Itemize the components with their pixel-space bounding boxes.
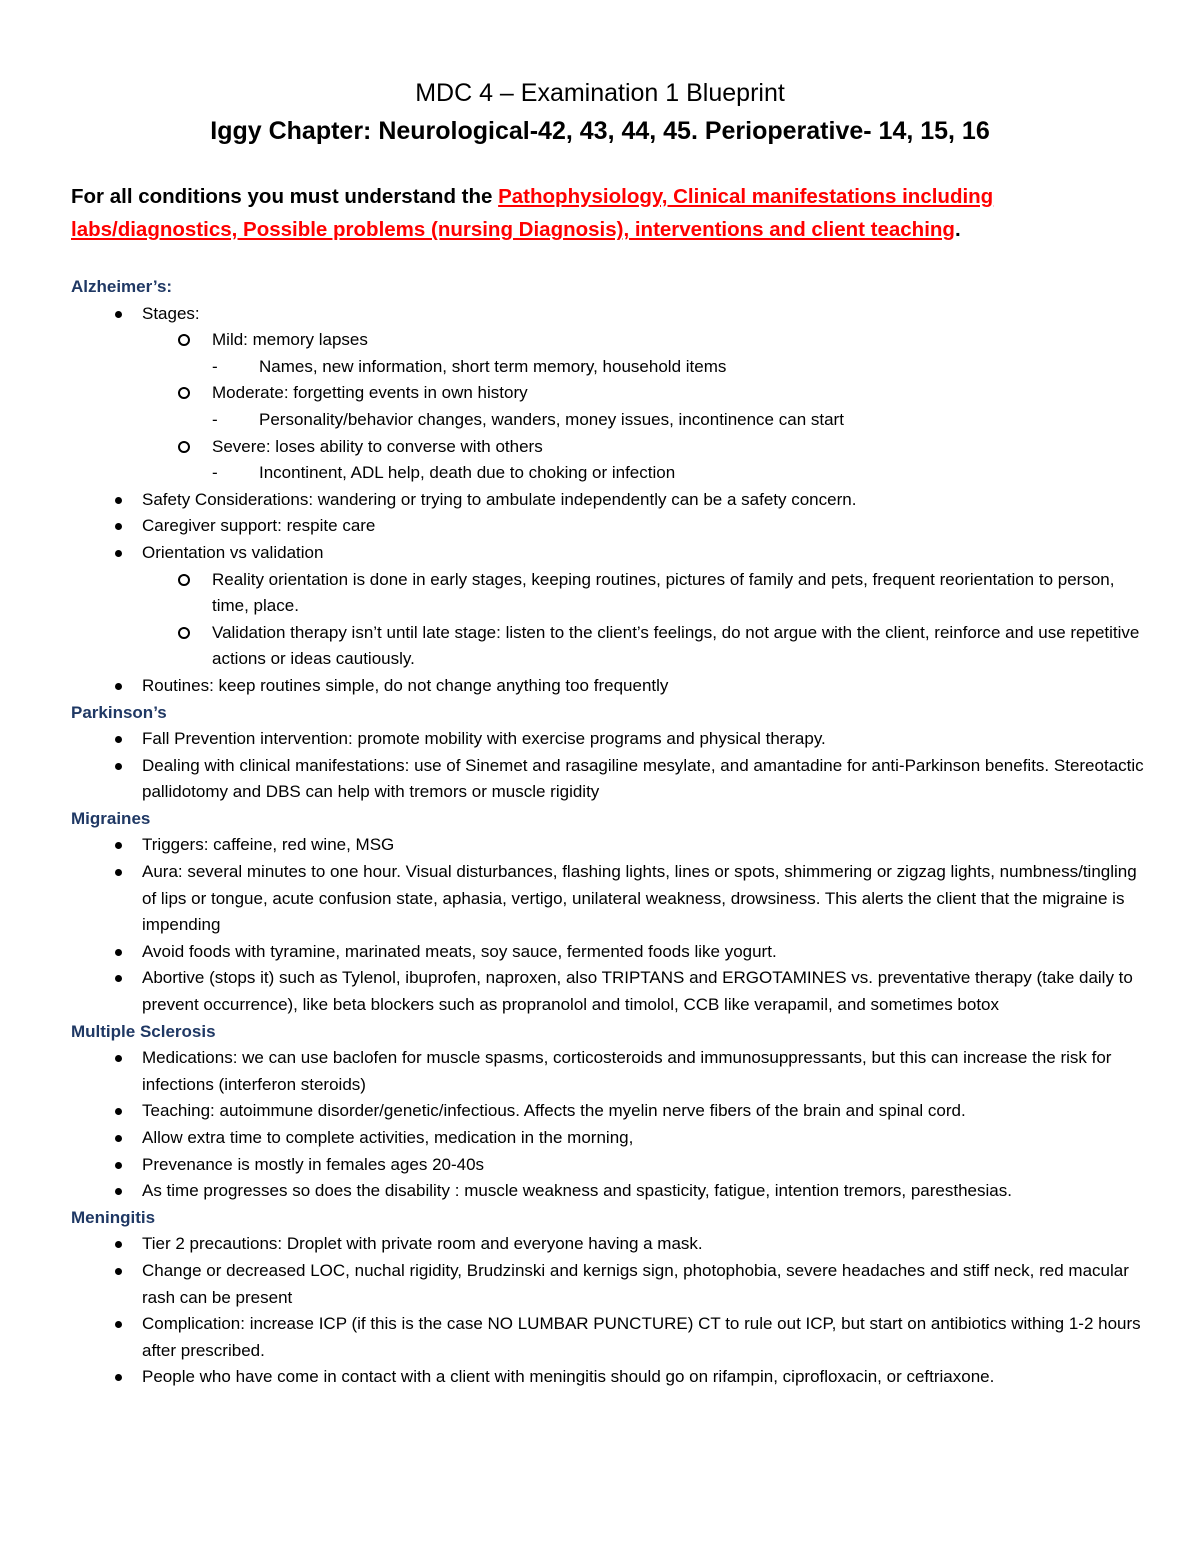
list-item: Medications: we can use baclofen for muscle spasms, corticosteroids and immunosuppressants, but this can increase the risk for infections (interferon steroids) [71,1045,1146,1098]
bullet-icon [115,1268,122,1275]
list-item: Tier 2 precautions: Droplet with private room and everyone having a mask. [71,1231,1146,1258]
bullet-icon [115,497,122,504]
list-item: Mild: memory lapses [71,327,1146,354]
bullet-icon [115,1188,122,1195]
list-item: Avoid foods with tyramine, marinated meats, soy sauce, fermented foods like yogurt. [71,939,1146,966]
dash-bullet-icon: - [212,463,218,483]
list-item: Fall Prevention intervention: promote mobility with exercise programs and physical therapy. [71,726,1146,753]
document-subtitle: Iggy Chapter: Neurological-42, 43, 44, 45. Perioperative- 14, 15, 16 [210,117,990,145]
circle-bullet-icon [178,627,190,639]
list-item: Severe: loses ability to converse with others [71,434,1146,461]
bullet-icon [115,736,122,743]
list-item: Aura: several minutes to one hour. Visual disturbances, flashing lights, lines or spots, shimmering or zigzag lights, numbness/tingling of lips or tongue, acute confusion state, aphasia, vertigo, unilateral weakness, drowsiness. This alerts the client that the migraine is impending [71,859,1146,939]
list-item: Stages: [71,301,1146,328]
intro-lead: For all conditions you must understand the [71,185,499,208]
list-item: Reality orientation is done in early stages, keeping routines, pictures of family and pets, frequent reorientation to person, time, place. [71,567,1146,620]
circle-bullet-icon [178,334,190,346]
dash-bullet-icon: - [212,409,218,429]
list-item: - Incontinent, ADL help, death due to choking or infection [71,460,1146,487]
bullet-icon [115,1321,122,1328]
bullet-icon [115,1055,122,1062]
intro-highlight: Pathophysiology, Clinical manifestations including labs/diagnostics, Possible problems (nursing Diagnosis), interventions and client teaching [71,185,994,241]
section-heading-migraines: Migraines [71,808,151,828]
intro-tail: . [954,218,961,241]
list-item: Abortive (stops it) such as Tylenol, ibuprofen, naproxen, also TRIPTANS and ERGOTAMINES vs. preventative therapy (take daily to prevent occurrence), like beta blockers such as propranolol and timolol, CCB like verapamil, and sometimes botox [71,965,1146,1018]
bullet-icon [115,683,122,690]
document-title: MDC 4 – Examination 1 Blueprint [415,79,785,107]
bullet-icon [115,523,122,530]
bullet-icon [115,869,122,876]
document-body [71,274,1146,1391]
list-item: Safety Considerations: wandering or trying to ambulate independently can be a safety concern. [71,487,1146,514]
intro-paragraph [71,180,1141,246]
bullet-icon [115,1162,122,1169]
list-item: Routines: keep routines simple, do not change anything too frequently [71,673,1146,700]
dash-bullet-icon: - [212,356,218,376]
bullet-icon [115,975,122,982]
list-item: Teaching: autoimmune disorder/genetic/infectious. Affects the myelin nerve fibers of the brain and spinal cord. [71,1098,1146,1125]
list-item: Allow extra time to complete activities, medication in the morning, [71,1125,1146,1152]
list-item: Dealing with clinical manifestations: use of Sinemet and rasagiline mesylate, and amantadine for anti-Parkinson benefits. Stereotactic pallidotomy and DBS can help with tremors or muscle rigidity [71,753,1146,806]
bullet-icon [115,550,122,557]
list-item: Caregiver support: respite care [71,513,1146,540]
list-item: Orientation vs validation [71,540,1146,567]
bullet-icon [115,311,122,318]
list-item: - Personality/behavior changes, wanders, money issues, incontinence can start [71,407,1146,434]
section-heading-alzheimers: Alzheimer’s: [71,277,173,296]
circle-bullet-icon [178,574,190,586]
list-item: As time progresses so does the disability : muscle weakness and spasticity, fatigue, intention tremors, paresthesias. [71,1178,1146,1205]
circle-bullet-icon [178,441,190,453]
bullet-icon [115,1374,122,1381]
bullet-icon [115,763,122,770]
section-heading-multiple-sclerosis: Multiple Sclerosis [71,1021,216,1041]
section-heading-parkinsons: Parkinson’s [71,702,167,722]
list-item: Validation therapy isn’t until late stage: listen to the client’s feelings, do not argue with the client, reinforce and use repetitive actions or ideas cautiously. [71,620,1146,673]
bullet-icon [115,949,122,956]
list-item: Change or decreased LOC, nuchal rigidity, Brudzinski and kernigs sign, photophobia, severe headaches and stiff neck, red macular rash can be present [71,1258,1146,1311]
list-item: Triggers: caffeine, red wine, MSG [71,832,1146,859]
bullet-icon [115,1108,122,1115]
bullet-icon [115,1135,122,1142]
list-item: - Names, new information, short term memory, household items [71,354,1146,381]
section-heading-meningitis: Meningitis [71,1207,156,1227]
list-item: Complication: increase ICP (if this is the case NO LUMBAR PUNCTURE) CT to rule out ICP, but start on antibiotics withing 1-2 hours after prescribed. [71,1311,1146,1364]
list-item: Prevenance is mostly in females ages 20-40s [71,1152,1146,1179]
bullet-icon [115,1241,122,1248]
bullet-icon [115,842,122,849]
list-item: Moderate: forgetting events in own history [71,380,1146,407]
circle-bullet-icon [178,387,190,399]
list-item: People who have come in contact with a client with meningitis should go on rifampin, ciprofloxacin, or ceftriaxone. [71,1364,1146,1391]
